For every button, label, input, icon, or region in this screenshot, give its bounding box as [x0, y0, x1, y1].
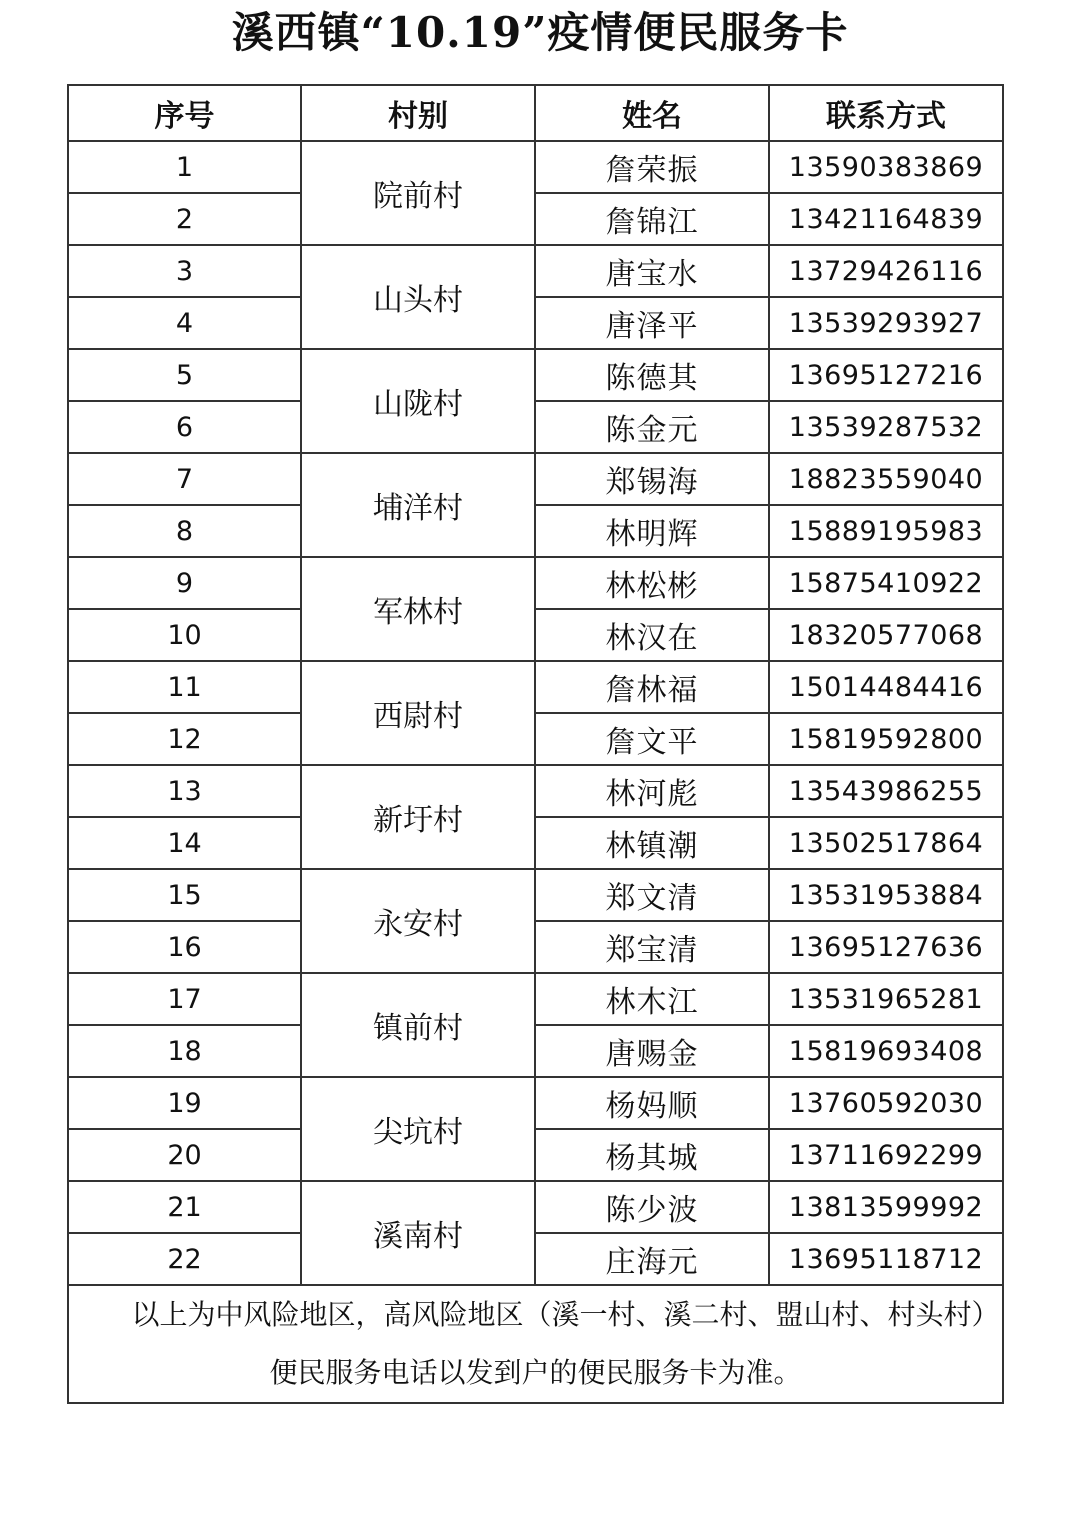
cell-phone: 13695127636	[769, 921, 1003, 973]
table-row	[68, 193, 1003, 245]
table-row	[68, 661, 1003, 713]
cell-name: 杨其城	[535, 1129, 769, 1181]
table-row	[68, 1077, 1003, 1129]
service-card-table	[67, 84, 1004, 1404]
cell-name: 唐宝水	[535, 245, 769, 297]
cell-number: 4	[68, 297, 301, 349]
table-row	[68, 1181, 1003, 1233]
cell-number: 15	[68, 869, 301, 921]
table-row	[68, 557, 1003, 609]
cell-number: 3	[68, 245, 301, 297]
table-row	[68, 297, 1003, 349]
cell-name: 杨妈顺	[535, 1077, 769, 1129]
cell-name: 詹文平	[535, 713, 769, 765]
header-village: 村别	[301, 85, 535, 141]
page-title: 溪西镇“10.19”疫情便民服务卡	[231, 8, 849, 57]
cell-name: 唐泽平	[535, 297, 769, 349]
cell-number: 16	[68, 921, 301, 973]
cell-phone: 13711692299	[769, 1129, 1003, 1181]
cell-name: 詹荣振	[535, 141, 769, 193]
table-header-row	[68, 85, 1003, 141]
cell-name: 林河彪	[535, 765, 769, 817]
cell-name: 詹锦江	[535, 193, 769, 245]
cell-number: 21	[68, 1181, 301, 1233]
footnote-text: 以上为中风险地区，高风险地区（溪一村、溪二村、盟山村、村头村）便民服务电话以发到户的便民服务卡为准。	[131, 1298, 1000, 1389]
cell-number: 18	[68, 1025, 301, 1077]
cell-number: 22	[68, 1233, 301, 1285]
cell-phone: 13531953884	[769, 869, 1003, 921]
cell-number: 19	[68, 1077, 301, 1129]
note-row	[68, 1285, 1003, 1403]
cell-number: 11	[68, 661, 301, 713]
table-row	[68, 817, 1003, 869]
cell-phone: 13729426116	[769, 245, 1003, 297]
cell-phone: 13539287532	[769, 401, 1003, 453]
table-row	[68, 1233, 1003, 1285]
cell-number: 13	[68, 765, 301, 817]
cell-phone: 13695127216	[769, 349, 1003, 401]
cell-number: 17	[68, 973, 301, 1025]
cell-name: 郑文清	[535, 869, 769, 921]
cell-number: 10	[68, 609, 301, 661]
cell-number: 2	[68, 193, 301, 245]
cell-phone: 13760592030	[769, 1077, 1003, 1129]
table-row	[68, 505, 1003, 557]
cell-name: 唐赐金	[535, 1025, 769, 1077]
cell-phone: 15014484416	[769, 661, 1003, 713]
cell-village: 山陇村	[301, 349, 535, 453]
cell-village: 新圩村	[301, 765, 535, 869]
table-row	[68, 141, 1003, 193]
cell-village: 溪南村	[301, 1181, 535, 1285]
cell-phone: 15889195983	[769, 505, 1003, 557]
table-body	[68, 141, 1003, 1285]
cell-number: 5	[68, 349, 301, 401]
cell-phone: 13590383869	[769, 141, 1003, 193]
cell-village: 埔洋村	[301, 453, 535, 557]
table-row	[68, 349, 1003, 401]
cell-name: 林汉在	[535, 609, 769, 661]
cell-number: 8	[68, 505, 301, 557]
cell-name: 林松彬	[535, 557, 769, 609]
cell-phone: 18320577068	[769, 609, 1003, 661]
cell-name: 郑锡海	[535, 453, 769, 505]
cell-number: 1	[68, 141, 301, 193]
cell-name: 陈少波	[535, 1181, 769, 1233]
cell-number: 6	[68, 401, 301, 453]
table-row	[68, 869, 1003, 921]
cell-village: 西尉村	[301, 661, 535, 765]
cell-name: 林木江	[535, 973, 769, 1025]
cell-phone: 13695118712	[769, 1233, 1003, 1285]
cell-phone: 15819693408	[769, 1025, 1003, 1077]
cell-phone: 13543986255	[769, 765, 1003, 817]
cell-phone: 13539293927	[769, 297, 1003, 349]
table-row	[68, 1025, 1003, 1077]
cell-number: 9	[68, 557, 301, 609]
cell-phone: 13531965281	[769, 973, 1003, 1025]
cell-name: 陈德其	[535, 349, 769, 401]
cell-village: 军林村	[301, 557, 535, 661]
cell-name: 庄海元	[535, 1233, 769, 1285]
cell-name: 陈金元	[535, 401, 769, 453]
cell-name: 郑宝清	[535, 921, 769, 973]
cell-village: 镇前村	[301, 973, 535, 1077]
cell-phone: 13502517864	[769, 817, 1003, 869]
table-row	[68, 713, 1003, 765]
footnote	[68, 1285, 1003, 1403]
header-no: 序号	[68, 85, 301, 141]
cell-number: 14	[68, 817, 301, 869]
cell-village: 永安村	[301, 869, 535, 973]
cell-village: 院前村	[301, 141, 535, 245]
header-name: 姓名	[535, 85, 769, 141]
table-row	[68, 1129, 1003, 1181]
cell-name: 林镇潮	[535, 817, 769, 869]
table-row	[68, 609, 1003, 661]
table-row	[68, 245, 1003, 297]
cell-village: 尖坑村	[301, 1077, 535, 1181]
cell-number: 20	[68, 1129, 301, 1181]
table-row	[68, 973, 1003, 1025]
table-row	[68, 453, 1003, 505]
cell-phone: 15819592800	[769, 713, 1003, 765]
cell-number: 7	[68, 453, 301, 505]
cell-name: 林明辉	[535, 505, 769, 557]
cell-phone: 15875410922	[769, 557, 1003, 609]
cell-number: 12	[68, 713, 301, 765]
table-row	[68, 765, 1003, 817]
table-row	[68, 921, 1003, 973]
cell-name: 詹林福	[535, 661, 769, 713]
cell-village: 山头村	[301, 245, 535, 349]
cell-phone: 13421164839	[769, 193, 1003, 245]
table-row	[68, 401, 1003, 453]
header-contact: 联系方式	[769, 85, 1003, 141]
cell-phone: 18823559040	[769, 453, 1003, 505]
cell-phone: 13813599992	[769, 1181, 1003, 1233]
